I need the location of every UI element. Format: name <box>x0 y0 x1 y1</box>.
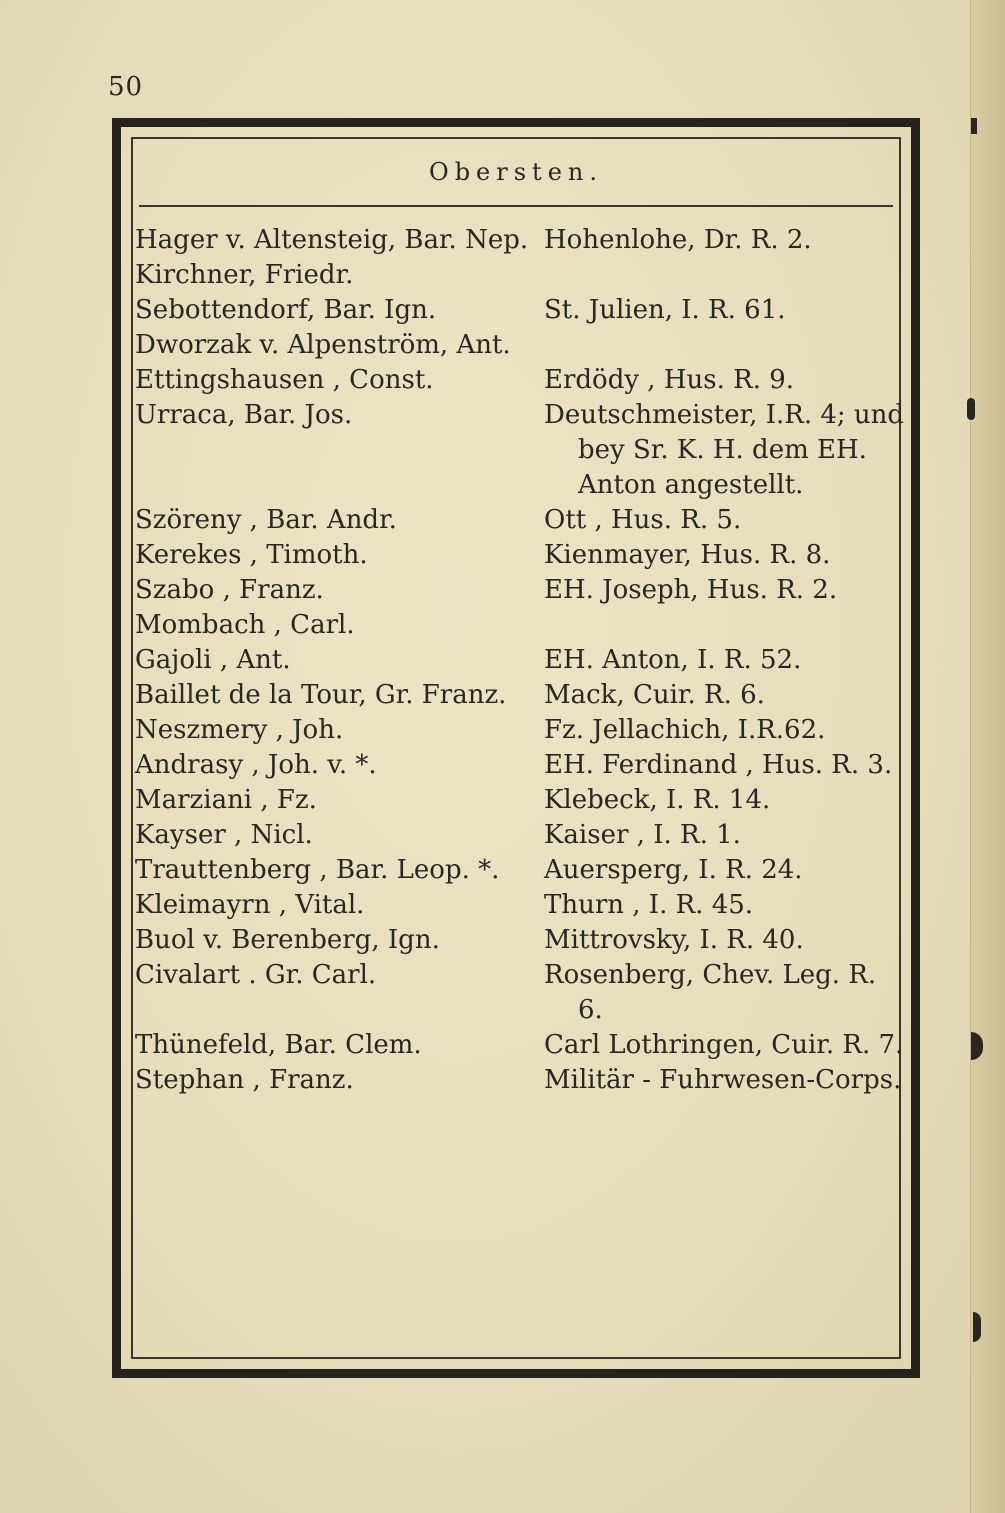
margin-mark <box>967 398 975 420</box>
list-item <box>135 888 907 923</box>
list-item <box>135 958 907 1028</box>
officer-regiment: Erdödy , Hus. R. 9. <box>544 365 795 395</box>
officer-name: Thünefeld, Bar. Clem. <box>135 1030 422 1060</box>
officer-regiment: EH. Joseph, Hus. R. 2. <box>544 575 838 605</box>
list-item <box>135 503 907 538</box>
officer-regiment: St. Julien, I. R. 61. <box>544 295 786 325</box>
table-frame <box>112 118 920 1378</box>
officer-regiment <box>544 608 907 643</box>
officer-regiment: Kaiser , I. R. 1. <box>544 820 741 850</box>
officer-regiment: Hohenlohe, Dr. R. 2. <box>544 225 812 255</box>
list-item <box>135 1063 907 1098</box>
officer-regiment: Kienmayer, Hus. R. 8. <box>544 540 831 570</box>
officer-regiment: Militär - Fuhrwesen-Corps. <box>544 1065 902 1095</box>
officer-name: Mombach , Carl. <box>135 610 355 640</box>
officer-name: Szöreny , Bar. Andr. <box>135 505 397 535</box>
officer-regiment: Rosenberg, Chev. Leg. R. 6. <box>544 960 877 1025</box>
officer-name: Kirchner, Friedr. <box>135 260 354 290</box>
officer-regiment <box>544 328 907 363</box>
list-item <box>135 783 907 818</box>
officer-regiment: Deutschmeister, I.R. 4; und bey Sr. K. H. dem EH. Anton angestellt. <box>544 400 905 500</box>
page-number: 50 <box>108 72 144 102</box>
list-item <box>135 678 907 713</box>
officer-list <box>135 223 907 1098</box>
officer-name: Civalart . Gr. Carl. <box>135 960 377 990</box>
list-item <box>135 818 907 853</box>
officer-name: Hager v. Altensteig, Bar. Nep. <box>135 225 529 255</box>
officer-regiment: Fz. Jellachich, I.R.62. <box>544 715 826 745</box>
officer-name: Andrasy , Joh. v. *. <box>135 750 377 780</box>
officer-regiment: Auersperg, I. R. 24. <box>544 855 803 885</box>
officer-name: Urraca, Bar. Jos. <box>135 400 353 430</box>
officer-name: Dworzak v. Alpenström, Ant. <box>135 330 511 360</box>
list-item <box>135 853 907 888</box>
table-heading: Obersten. <box>139 139 893 207</box>
officer-name: Gajoli , Ant. <box>135 645 291 675</box>
list-item <box>135 608 907 643</box>
officer-regiment: Carl Lothringen, Cuir. R. 7. <box>544 1030 904 1060</box>
officer-name: Marziani , Fz. <box>135 785 317 815</box>
officer-name: Baillet de la Tour, Gr. Franz. <box>135 680 507 710</box>
officer-regiment: EH. Ferdinand , Hus. R. 3. <box>544 750 893 780</box>
officer-name: Kleimayrn , Vital. <box>135 890 365 920</box>
list-item <box>135 293 907 328</box>
page-edge <box>970 0 1005 1513</box>
officer-regiment: Klebeck, I. R. 14. <box>544 785 771 815</box>
officer-name: Kerekes , Timoth. <box>135 540 368 570</box>
officer-name: Trauttenberg , Bar. Leop. *. <box>135 855 500 885</box>
officer-name: Ettingshausen , Const. <box>135 365 434 395</box>
list-item <box>135 258 907 293</box>
officer-name: Buol v. Berenberg, Ign. <box>135 925 440 955</box>
list-item <box>135 573 907 608</box>
officer-name: Sebottendorf, Bar. Ign. <box>135 295 437 325</box>
officer-regiment <box>544 258 907 293</box>
list-item <box>135 643 907 678</box>
officer-name: Szabo , Franz. <box>135 575 324 605</box>
list-item <box>135 363 907 398</box>
list-item <box>135 748 907 783</box>
officer-name: Kayser , Nicl. <box>135 820 313 850</box>
officer-name: Stephan , Franz. <box>135 1065 354 1095</box>
list-item <box>135 328 907 363</box>
list-item <box>135 713 907 748</box>
list-item <box>135 1028 907 1063</box>
list-item <box>135 538 907 573</box>
margin-mark <box>973 1312 981 1342</box>
officer-regiment: Mittrovsky, I. R. 40. <box>544 925 804 955</box>
officer-name: Neszmery , Joh. <box>135 715 344 745</box>
list-item <box>135 923 907 958</box>
list-item <box>135 223 907 258</box>
list-item <box>135 398 907 503</box>
officer-regiment: Mack, Cuir. R. 6. <box>544 680 765 710</box>
officer-regiment: Thurn , I. R. 45. <box>544 890 754 920</box>
officer-regiment: EH. Anton, I. R. 52. <box>544 645 802 675</box>
officer-regiment: Ott , Hus. R. 5. <box>544 505 742 535</box>
margin-mark <box>971 118 977 134</box>
